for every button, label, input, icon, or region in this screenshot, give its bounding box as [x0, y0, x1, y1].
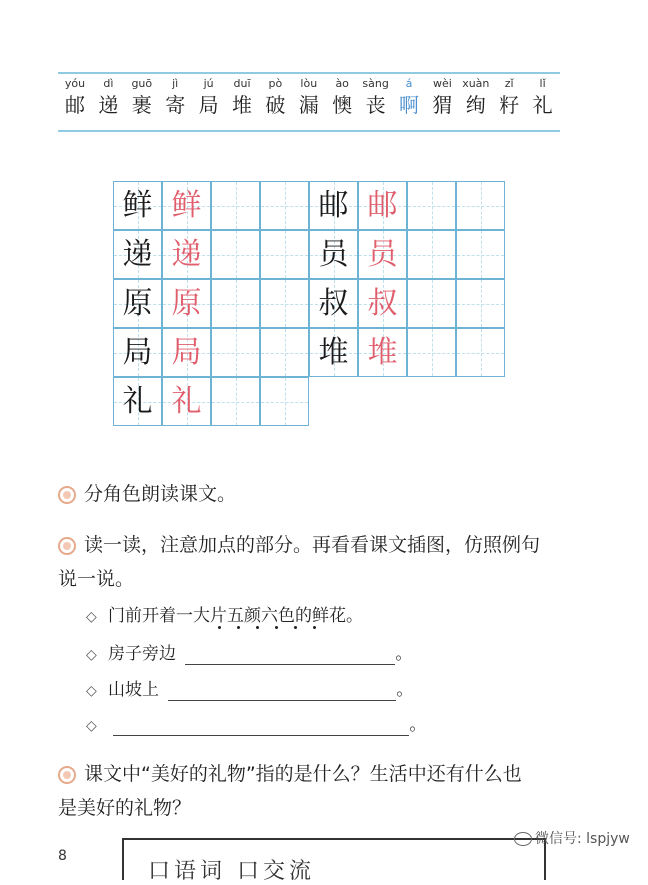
vocab-item — [325, 74, 359, 117]
trace-char: 邮 — [367, 188, 398, 223]
prompt-2-label: 山坡上 — [108, 680, 159, 700]
vocab-hanzi: 礼 — [532, 93, 553, 117]
model-char-cell — [113, 279, 162, 328]
trace-char-cell — [358, 328, 407, 377]
practice-cell[interactable] — [260, 328, 309, 377]
vocab-item — [492, 74, 526, 117]
vocab-hanzi: 递 — [98, 93, 119, 117]
trace-char: 员 — [367, 237, 398, 272]
vocab-hanzi: 绚 — [465, 93, 486, 117]
vocab-item — [58, 74, 92, 117]
period: 。 — [396, 680, 414, 700]
diamond-icon: ◇ — [86, 647, 97, 663]
model-char: 鲜 — [122, 188, 153, 223]
model-char-cell — [113, 377, 162, 426]
vocab-hanzi: 漏 — [298, 93, 319, 117]
model-char-cell — [113, 230, 162, 279]
vocab-item — [158, 74, 192, 117]
trace-char: 鲜 — [171, 188, 202, 223]
practice-cell[interactable] — [211, 377, 260, 426]
emphasis-dots — [218, 626, 328, 634]
trace-char: 局 — [171, 335, 202, 370]
model-char: 堆 — [318, 335, 349, 370]
practice-cell[interactable] — [260, 230, 309, 279]
diamond-icon: ◇ — [86, 718, 97, 734]
watermark — [514, 828, 630, 848]
trace-char-cell — [358, 230, 407, 279]
exercise-2-line1: 读一读，注意加点的部分。再看看课文插图，仿照例句 — [84, 534, 541, 556]
model-char: 递 — [122, 237, 153, 272]
practice-cell[interactable] — [407, 279, 456, 328]
diamond-icon: ◇ — [86, 609, 97, 625]
model-char: 礼 — [122, 384, 153, 419]
trace-char-cell — [162, 230, 211, 279]
vocab-pinyin: lòu — [300, 77, 318, 90]
practice-cell[interactable] — [407, 328, 456, 377]
model-char: 原 — [122, 286, 153, 321]
vocab-hanzi: 局 — [198, 93, 219, 117]
vocab-item — [526, 74, 560, 117]
vocab-item — [292, 74, 326, 117]
prompt-line-2 — [86, 676, 413, 705]
vocab-pinyin: ào — [335, 77, 349, 90]
exercise-2-line2: 说一说。 — [58, 568, 135, 590]
model-char-cell — [309, 279, 358, 328]
vocab-hanzi: 寄 — [165, 93, 186, 117]
model-char: 员 — [318, 237, 349, 272]
vocab-hanzi: 裹 — [131, 93, 152, 117]
trace-char-cell — [162, 279, 211, 328]
model-char-cell — [309, 230, 358, 279]
vocab-pinyin: xuàn — [462, 77, 490, 90]
trace-char: 叔 — [367, 286, 398, 321]
wechat-icon — [514, 832, 532, 846]
trace-char-cell — [162, 377, 211, 426]
vocab-pinyin: sàng — [362, 77, 389, 90]
vocab-hanzi: 啊 — [399, 93, 419, 117]
practice-cell[interactable] — [260, 377, 309, 426]
practice-cell[interactable] — [211, 181, 260, 230]
vocab-hanzi: 破 — [265, 93, 286, 117]
vocab-hanzi: 邮 — [65, 93, 85, 117]
exercise-bullet-icon — [58, 486, 76, 504]
example-sentence-text: 门前开着一大片五颜六色的鲜花。 — [108, 606, 363, 626]
vocab-item — [192, 74, 226, 117]
answer-blank-3[interactable] — [113, 715, 409, 736]
exercise-3-line2: 是美好的礼物？ — [58, 797, 192, 819]
model-char-cell — [113, 181, 162, 230]
vocab-item — [459, 74, 493, 117]
trace-char: 礼 — [171, 384, 202, 419]
model-char: 叔 — [318, 286, 349, 321]
vocab-pinyin: yóu — [64, 77, 86, 90]
trace-char: 原 — [171, 286, 202, 321]
practice-cell[interactable] — [456, 181, 505, 230]
exercise-3-text — [58, 758, 522, 824]
vocab-pinyin: pò — [268, 77, 283, 90]
vocab-pinyin: wèi — [432, 77, 452, 90]
vocab-hanzi: 籽 — [499, 93, 520, 117]
model-char: 局 — [122, 335, 153, 370]
practice-cell[interactable] — [211, 279, 260, 328]
trace-char-cell — [358, 279, 407, 328]
vocab-pinyin: zǐ — [504, 77, 514, 90]
vocab-item — [125, 74, 159, 117]
vocab-item — [91, 74, 125, 117]
vocab-hanzi: 堆 — [232, 93, 252, 117]
watermark-text: 微信号: lspjyw — [535, 831, 630, 847]
exercise-1-text: 分角色朗读课文。 — [84, 483, 237, 505]
next-section-title: 口语词 口交流 — [148, 859, 315, 884]
model-char-cell — [309, 328, 358, 377]
next-section-box — [122, 838, 546, 884]
answer-blank-2[interactable] — [168, 680, 396, 701]
vocab-item — [258, 74, 292, 117]
vocab-pinyin: duī — [233, 77, 251, 90]
exercise-bullet-icon — [58, 766, 76, 784]
vocab-hanzi: 丧 — [365, 93, 386, 117]
practice-cell[interactable] — [260, 279, 309, 328]
vocab-hanzi: 懊 — [332, 93, 353, 117]
practice-cell[interactable] — [456, 328, 505, 377]
prompt-line-1 — [86, 640, 412, 669]
vocab-item — [359, 74, 393, 117]
model-char-cell — [113, 328, 162, 377]
page-number: 8 — [58, 848, 67, 864]
practice-cell[interactable] — [456, 230, 505, 279]
prompt-line-3 — [86, 711, 426, 740]
vocab-pinyin: á — [405, 77, 413, 90]
exercise-bullet-icon — [58, 537, 76, 555]
answer-blank-1[interactable] — [185, 644, 395, 665]
period: 。 — [409, 715, 427, 735]
trace-char-cell — [162, 181, 211, 230]
practice-cell[interactable] — [260, 181, 309, 230]
trace-char: 递 — [171, 237, 202, 272]
vocab-item — [425, 74, 459, 117]
practice-cell[interactable] — [407, 230, 456, 279]
period: 。 — [395, 644, 413, 664]
model-char: 邮 — [318, 188, 349, 223]
vocab-pinyin: jì — [172, 77, 179, 90]
trace-char: 堆 — [367, 335, 398, 370]
practice-cell[interactable] — [211, 230, 260, 279]
practice-cell[interactable] — [456, 279, 505, 328]
vocab-item — [225, 74, 259, 117]
practice-cell[interactable] — [211, 328, 260, 377]
model-char-cell — [309, 181, 358, 230]
trace-char-cell — [162, 328, 211, 377]
vocab-pinyin: jú — [203, 77, 214, 90]
practice-cell[interactable] — [407, 181, 456, 230]
exercise-2-text — [58, 529, 541, 595]
vocab-pinyin: dì — [103, 77, 114, 90]
vocab-pinyin: lǐ — [539, 77, 546, 90]
vocab-pinyin: guō — [131, 77, 153, 90]
exercise-3-line1: 课文中“美好的礼物”指的是什么？生活中还有什么也 — [84, 763, 522, 785]
vocab-hanzi: 猬 — [432, 93, 453, 117]
vocab-item — [392, 74, 426, 117]
diamond-icon: ◇ — [86, 683, 97, 699]
trace-char-cell — [358, 181, 407, 230]
vocabulary-strip — [58, 72, 560, 132]
prompt-1-label: 房子旁边 — [108, 644, 176, 664]
